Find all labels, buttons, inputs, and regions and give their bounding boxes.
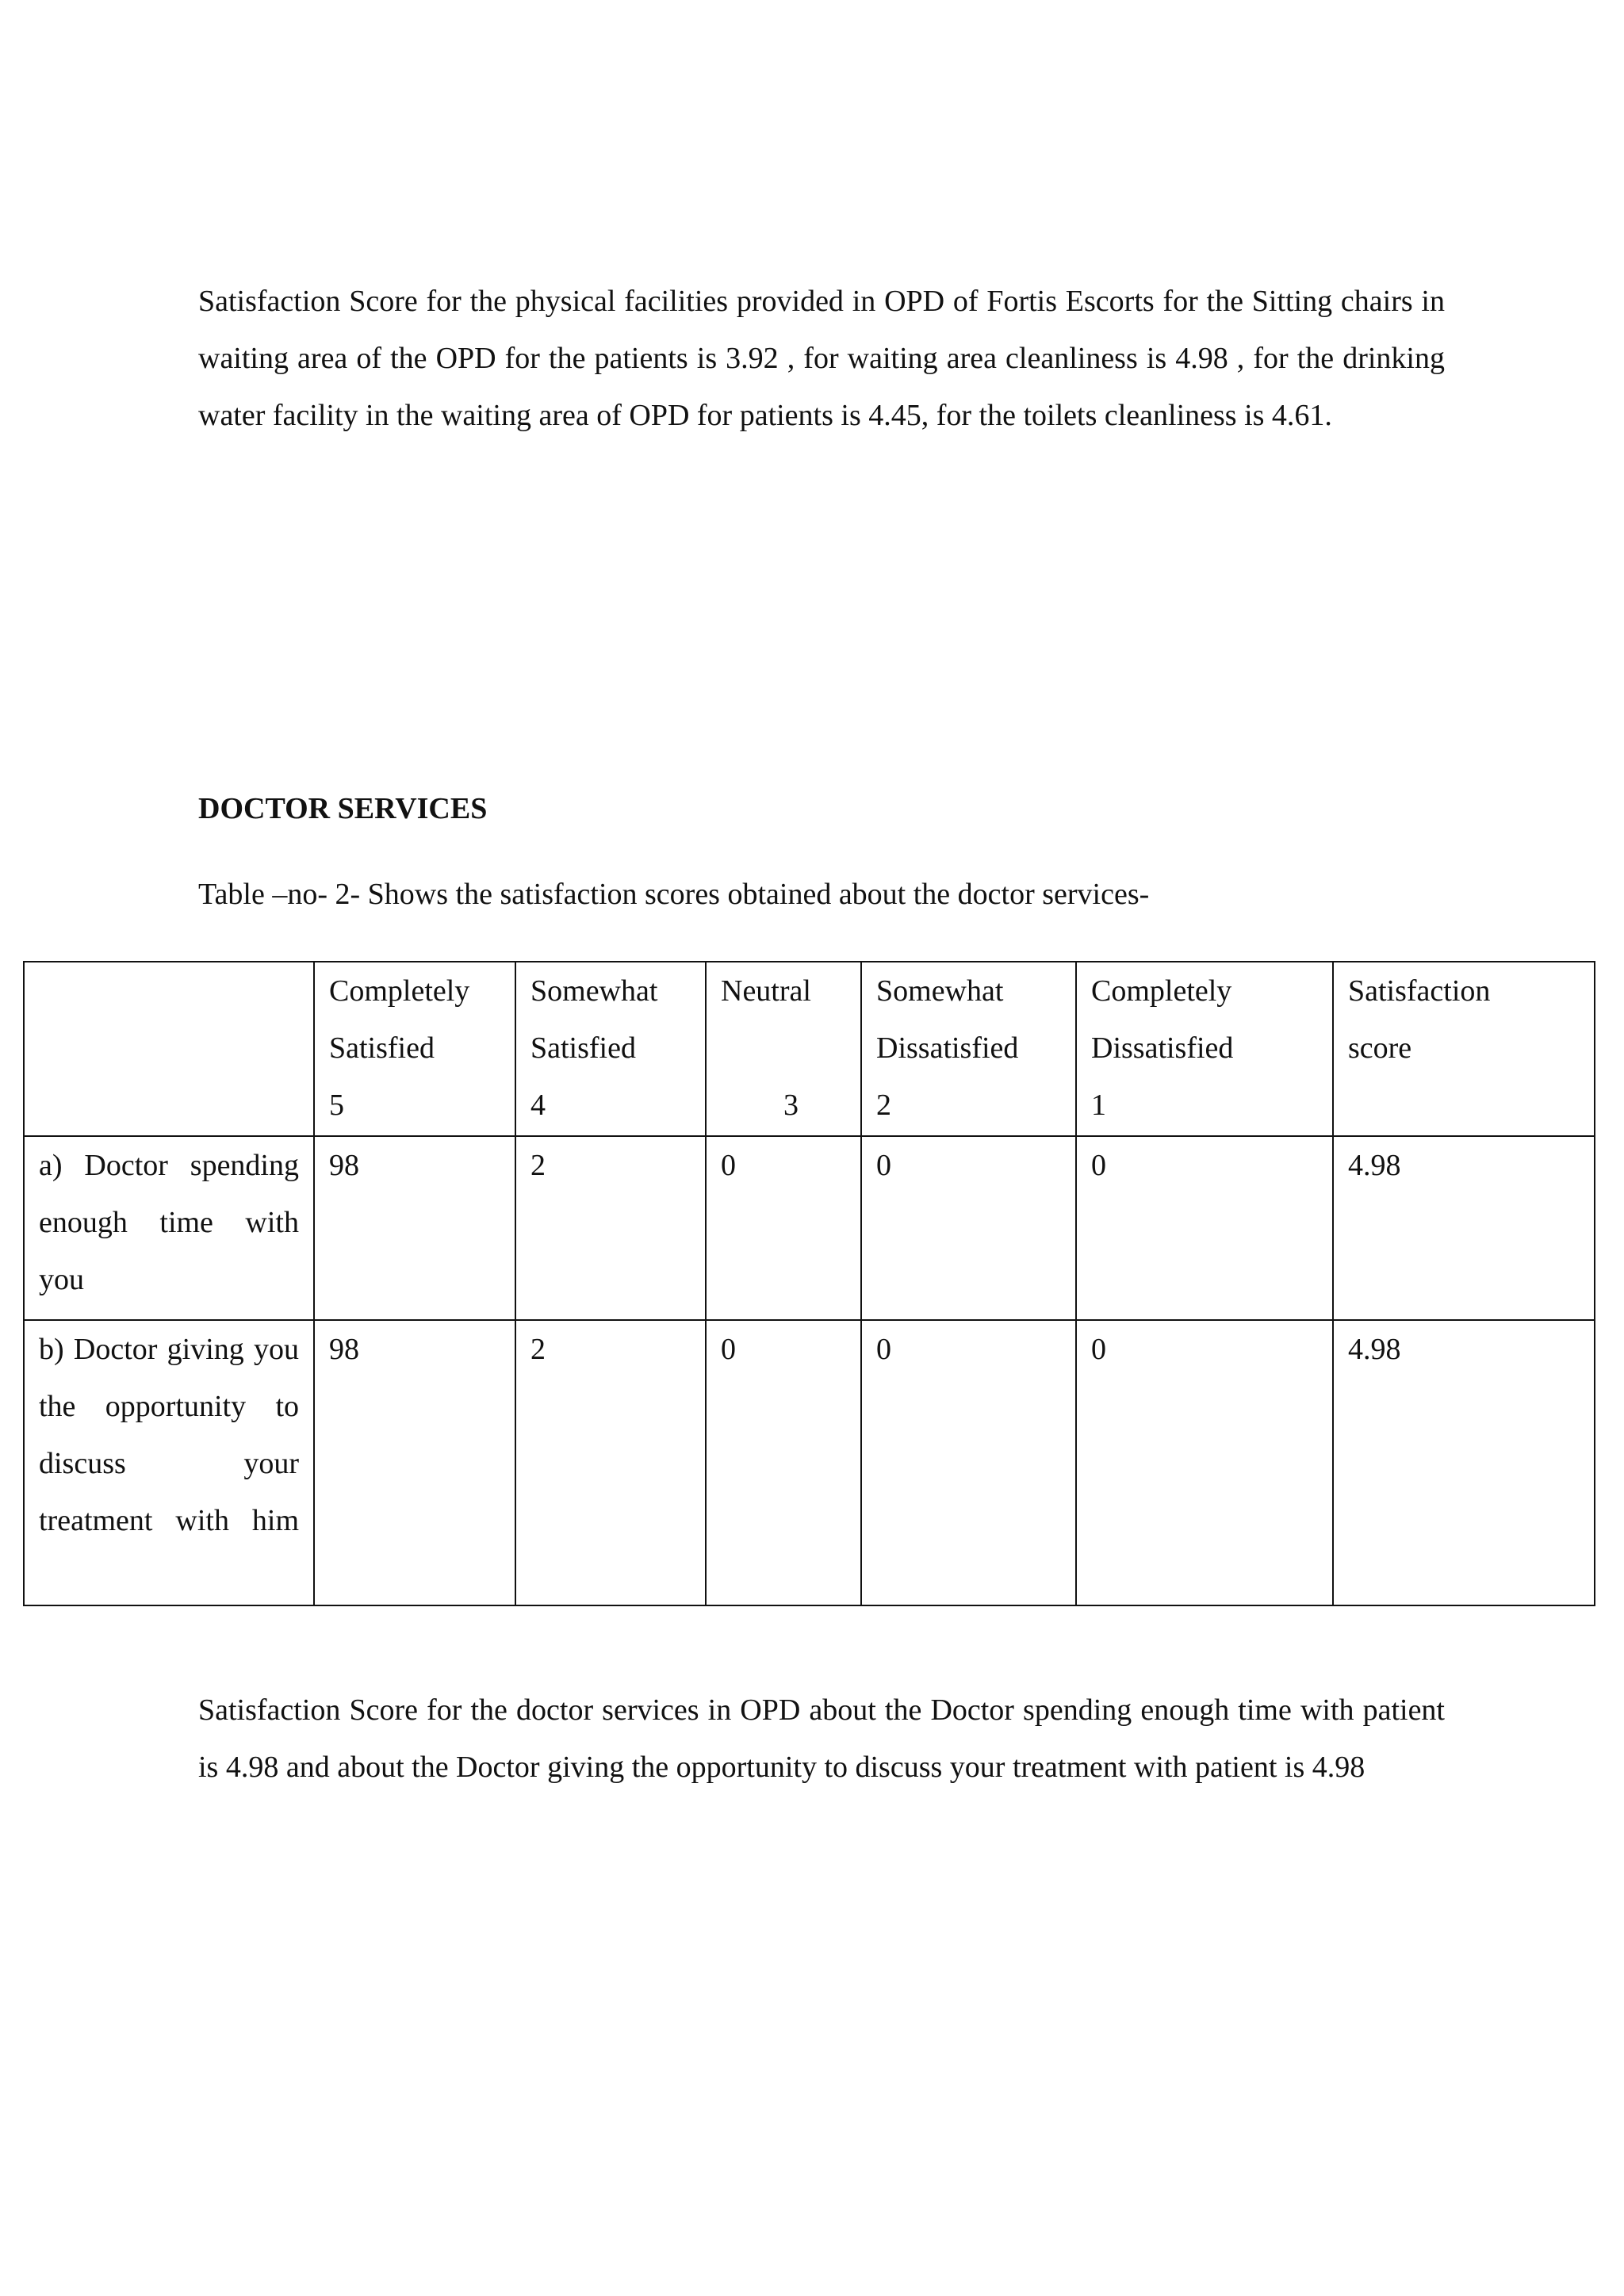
table-cell: 0 [861, 1136, 1076, 1320]
header-text: Somewhat [876, 974, 1004, 1008]
table-cell: 2 [515, 1136, 706, 1320]
row-label: b) Doctor giving you the opportunity to discuss your [39, 1333, 299, 1480]
header-cell-somewhat-dissatisfied [861, 962, 1076, 1136]
doctor-services-paragraph: Satisfaction Score for the doctor services in OPD about the Doctor spending enough time with patient is 4.98 and about the Doctor giving the opportunity to discuss your treatment with patient is 4.98 [198, 1693, 1445, 1784]
header-cell-somewhat-satisfied [515, 962, 706, 1136]
header-text: Satisfied [530, 1031, 636, 1065]
doctor-services-table [23, 961, 1595, 1606]
row-label-cell [24, 1320, 314, 1605]
header-score: 2 [876, 1089, 891, 1122]
table-cell: 0 [706, 1136, 861, 1320]
table-cell: 0 [706, 1320, 861, 1605]
section-heading: DOCTOR SERVICES [198, 792, 488, 825]
header-score: 5 [329, 1089, 344, 1122]
header-cell-completely-dissatisfied [1076, 962, 1333, 1136]
table-cell: 0 [861, 1320, 1076, 1605]
table-cell: 0 [1076, 1136, 1333, 1320]
physical-facilities-paragraph: Satisfaction Score for the physical facilities provided in OPD of Fortis Escorts for the Sitting chairs in waiting area of the OPD for the patients is 3.92 , for waiting area cleanliness is 4.98 , for the drinking water facility in the waiting area of OPD for patients is 4.45, for the toilets cleanliness is 4.61. [198, 285, 1445, 432]
header-cell-completely-satisfied [314, 962, 515, 1136]
header-cell-satisfaction-score [1333, 962, 1595, 1136]
header-score: 4 [530, 1089, 546, 1122]
header-text: Satisfied [329, 1031, 435, 1065]
header-text: Dissatisfied [876, 1031, 1019, 1065]
header-text: Dissatisfied [1091, 1031, 1234, 1065]
table-row [24, 1136, 1595, 1320]
table-row [24, 1320, 1595, 1605]
table-cell-score: 4.98 [1333, 1136, 1595, 1320]
row-label: a) Doctor spending enough time with [39, 1149, 299, 1239]
table-header-row [24, 962, 1595, 1136]
table-cell: 0 [1076, 1320, 1333, 1605]
table-cell: 98 [314, 1136, 515, 1320]
header-text: Somewhat [530, 974, 658, 1008]
header-text: Completely [1091, 974, 1232, 1008]
header-text: score [1348, 1031, 1412, 1065]
header-text [721, 1020, 846, 1077]
header-text: Neutral [721, 974, 811, 1008]
table-cell: 98 [314, 1320, 515, 1605]
table-caption: Table –no- 2- Shows the satisfaction scores obtained about the doctor services- [198, 878, 1150, 911]
header-text: Completely [329, 974, 470, 1008]
row-label-last-line: you [39, 1263, 84, 1296]
header-score: 1 [1091, 1089, 1106, 1122]
table-cell: 2 [515, 1320, 706, 1605]
header-score: 3 [783, 1089, 799, 1122]
row-label-cell [24, 1136, 314, 1320]
header-cell-empty [24, 962, 314, 1136]
table-cell-score: 4.98 [1333, 1320, 1595, 1605]
header-text: Satisfaction [1348, 974, 1491, 1008]
row-label-last-line: treatment with him [39, 1504, 299, 1537]
header-cell-neutral [706, 962, 861, 1136]
